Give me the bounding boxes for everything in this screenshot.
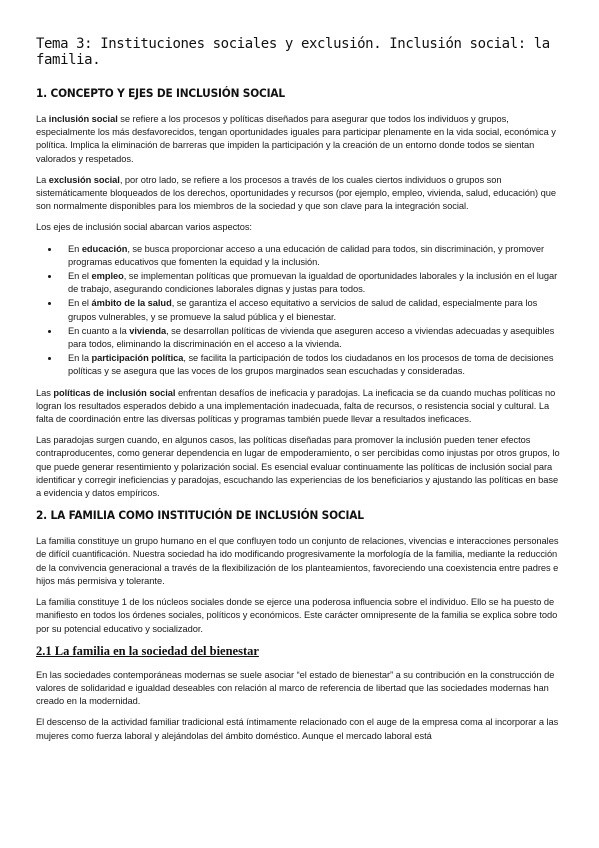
text: , por otro lado, se refiere a los procesos a través de los cuales ciertos individuos o grupos son sistemáticamente bloqueados de los derechos, oportunidades y recursos (por ejemplo, empleo, vivienda, salud, educación) que son normalmente disponibles para los miembros de la sociedad y que son clave para la integración social.: [36, 174, 556, 212]
text: En cuanto a la: [68, 325, 130, 336]
subsection-2-1-heading: 2.1 La familia en la sociedad del bienestar: [36, 643, 259, 658]
paragraph-axes-intro: Los ejes de inclusión social abarcan varios aspectos:: [36, 222, 252, 233]
paragraph-inclusion-definition: [36, 113, 563, 166]
bold-term: empleo: [91, 271, 124, 282]
paragraph-exclusion-definition: [36, 174, 563, 214]
paragraph-family-group: La familia constituye un grupo humano en el que confluyen todo un conjunto de relaciones, vivencias e interacciones personales de difícil cuantificación. Nuestra sociedad ha ido modificando progresivamente la morfología de la familia, mediante la reducción de la convivencia generacional a través de la flexibilización de los planteamientos, favoreciendo una coexistencia entre padres e hijos más permisiva y tolerante.: [36, 536, 559, 586]
text: , se busca proporcionar acceso a una educación de calidad para todos, sin discriminación, y promover programas educativos que fomenten la equidad y la inclusión.: [68, 243, 545, 267]
axes-bullet-list: [36, 243, 563, 379]
section-2-heading: 2. LA FAMILIA COMO INSTITUCIÓN DE INCLUSIÓN SOCIAL: [36, 508, 364, 523]
text: En la: [68, 353, 92, 364]
bold-term: inclusión social: [48, 114, 118, 124]
text: , se facilita la participación de todos los ciudadanos en los procesos de toma de decisiones políticas y se asegura que las voces de los grupos marginados sean escuchadas y consideradas.: [68, 353, 554, 377]
bullet-political-participation: [60, 352, 563, 378]
paragraph-family-influence: La familia constituye 1 de los núcleos sociales donde se ejerce una poderosa influencia sobre el individuo. Ello se ha puesto de manifiesto en todos los órdenes sociales, políticos y económicos. Este carácter omnipresente de la familia se explica sobre todo por su potencial educativo y socializador.: [36, 597, 558, 634]
section-1-heading: 1. CONCEPTO Y EJES DE INCLUSIÓN SOCIAL: [36, 86, 285, 100]
paragraph-paradoxes: Las paradojas surgen cuando, en algunos casos, las políticas diseñadas para promover la inclusión pueden tener efectos contraproducentes, como generar dependencia en lugar de empoderamiento, o ser percibidas como injustas por otros grupos, lo que puede generar resentimiento y polarización social. Es esencial evaluar continuamente las políticas de inclusión social para identificar y corregir ineficiencias y paradojas, escuchando las experiencias de los beneficiarios y ajustando las políticas en base a evidencia y datos empíricos.: [36, 435, 560, 499]
bullet-education: [60, 243, 563, 269]
bold-term: ámbito de la salud: [91, 298, 172, 309]
text: La: [36, 114, 49, 124]
text: , se garantiza el acceso equitativo a servicios de salud de calidad, especialmente para los grupos vulnerables, y se promueve la salud pública y el bienestar.: [68, 298, 538, 322]
bullet-employment: [60, 270, 563, 296]
text: En el: [68, 271, 92, 282]
bullet-health: [60, 297, 563, 323]
bold-term: participación política: [91, 353, 184, 364]
bold-term: exclusión social: [48, 174, 120, 185]
text: En el: [68, 298, 92, 309]
paragraph-welfare-state: En las sociedades contemporáneas modernas se suele asociar “el estado de bienestar” a su contribución en la construcción de valores de solidaridad e igualdad deseables con relación al marco de referencia de libertad que las sociedades modernas han creado en la modernidad.: [36, 669, 555, 707]
text: se refiere a los procesos y políticas diseñados para asegurar que todos los individuos y grupos, especialmente los más desfavorecidos, tengan oportunidades iguales para participar plenamente en la vida social, económica y política. Implica la eliminación de barreras que impiden la participación y la creación de un entorno donde todos se sientan valorados y respetados.: [36, 114, 556, 164]
paragraph-policies-challenges: [36, 387, 563, 427]
bold-term: vivienda: [129, 325, 167, 336]
bullet-housing: [60, 325, 563, 351]
text: Las: [36, 387, 54, 398]
bold-term: educación: [81, 243, 128, 254]
text: , se implementan políticas que promuevan la igualdad de oportunidades laborales y la inclusión en el lugar de trabajo, asegurando condiciones laborales dignas y justas para todos.: [68, 271, 558, 295]
text: La: [36, 174, 49, 185]
paragraph-family-decline: El descenso de la actividad familiar tradicional está íntimamente relacionado con el auge de la empresa coma al incorporar a las mujeres como fuerza laboral y alejándolas del ámbito doméstico. Aunque el mercado laboral está: [36, 717, 559, 741]
text: , se desarrollan políticas de vivienda que aseguren acceso a viviendas adecuadas y asequibles para todos, eliminando la discriminación en el acceso a la vivienda.: [68, 325, 555, 350]
bold-term: políticas de inclusión social: [53, 387, 176, 398]
text: En: [68, 243, 82, 254]
document-title: Tema 3: Instituciones sociales y exclusión. Inclusión social: la familia.: [36, 36, 550, 68]
text: enfrentan desafíos de ineficacia y paradojas. La ineficacia se da cuando muchas políticas no logran los resultados esperados debido a una implementación inadecuada, falta de recursos, o resistencia social y cultural. La falta de coordinación entre las diversas políticas y programas también puede llevar a resultados ineficaces.: [36, 387, 556, 425]
